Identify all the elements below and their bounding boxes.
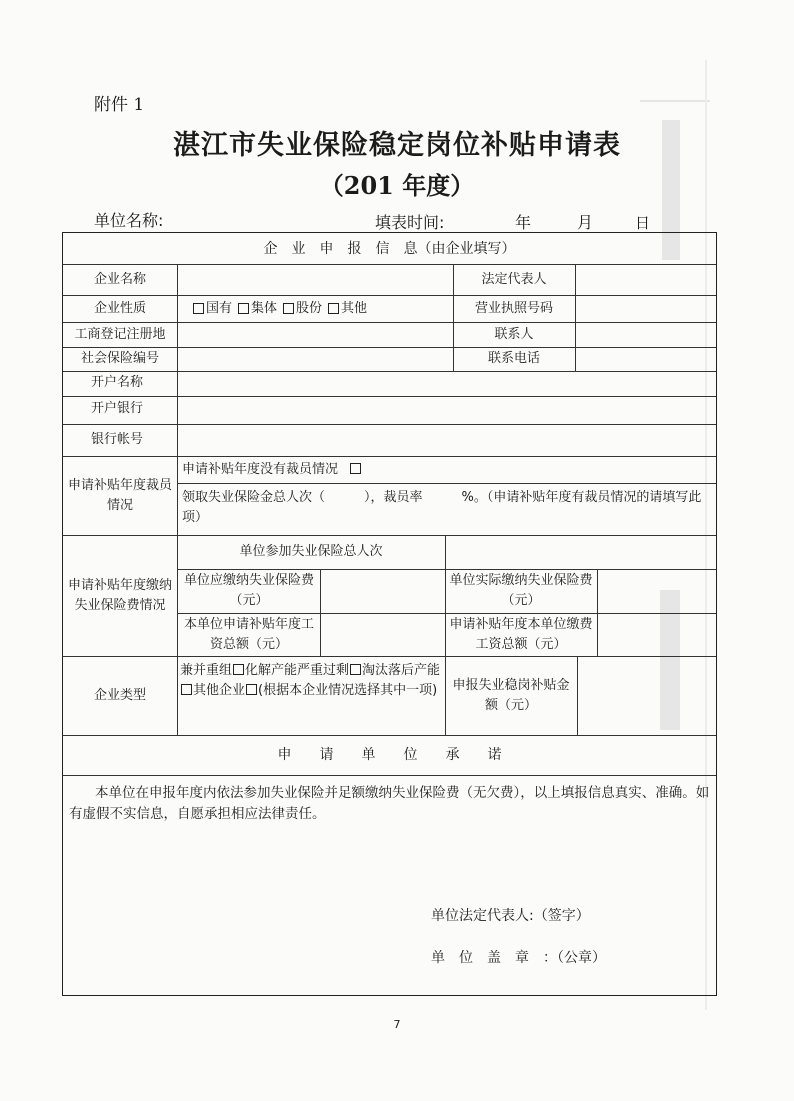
layoff-details-text: 领取失业保险金总人次（ ），裁员率 %。（申请补贴年度有裁员情况的请填写此项） [182, 490, 702, 525]
contact-field[interactable] [576, 323, 716, 347]
legal-rep-field[interactable] [576, 265, 716, 295]
type-outdated-capacity: 淘汰落后产能 [362, 663, 441, 678]
type-instruction: (根据本企业情况选择其中一项) [258, 683, 438, 698]
fill-day: 日 [635, 214, 651, 232]
company-nature-options[interactable] [177, 295, 453, 322]
nature-option-state: 国有 [206, 300, 233, 316]
checkbox-icon[interactable] [328, 303, 339, 314]
checkbox-icon[interactable] [193, 303, 204, 314]
label-base-total: 申请补贴年度本单位缴费工资总额（元） [449, 616, 593, 652]
page-subtitle: （201 年度） [319, 171, 475, 200]
annex-label: 附件 1 [94, 95, 145, 115]
promise-text: 本单位在申报年度内依法参加失业保险并足额缴纳失业保险费（无欠费），以上填报信息真实、准确。如有虚假不实信息，自愿承担相应法律责任。 [69, 785, 710, 822]
account-name-field[interactable] [178, 372, 716, 396]
label-company-name: 企业名称 [93, 271, 146, 287]
label-contact: 联系人 [494, 326, 534, 342]
nature-option-shares: 股份 [296, 300, 323, 316]
account-no-field[interactable] [178, 425, 716, 456]
checkbox-icon[interactable] [233, 664, 244, 675]
label-legal-rep: 法定代表人 [481, 271, 547, 287]
business-license-field[interactable] [576, 296, 716, 322]
company-seal-label: 单 位 盖 章 ：（公章） [431, 950, 606, 966]
type-other: 其他企业 [193, 683, 246, 698]
label-total-persons: 单位参加失业保险总人次 [239, 544, 383, 559]
fill-month: 月 [577, 213, 594, 232]
unit-name-label: 单位名称: [94, 211, 164, 230]
label-due-fee: 单位应缴纳失业保险费（元） [183, 573, 314, 608]
layoff-none-text: 申请补贴年度没有裁员情况 [182, 462, 339, 477]
label-account-no: 银行帐号 [91, 432, 144, 447]
layoff-none-option[interactable] [182, 460, 712, 482]
label-payment: 申请补贴年度缴纳失业保险费情况 [67, 577, 172, 613]
social-security-no-field[interactable] [178, 348, 452, 371]
label-wage-total: 本单位申请补贴年度工资总额（元） [183, 616, 314, 652]
checkbox-icon[interactable] [181, 684, 192, 695]
checkbox-icon[interactable] [283, 303, 294, 314]
label-enterprise-type: 企业类型 [93, 687, 146, 703]
checkbox-icon[interactable] [350, 463, 361, 474]
subsidy-amount-field[interactable] [578, 657, 716, 735]
checkbox-icon[interactable] [350, 664, 361, 675]
total-persons-field[interactable] [446, 536, 716, 569]
actual-fee-field[interactable] [598, 570, 716, 613]
reg-address-field[interactable] [178, 323, 452, 347]
legal-rep-signature-label: 单位法定代表人:（签字） [431, 908, 590, 924]
label-actual-fee: 单位实际缴纳失业保险费（元） [449, 573, 593, 608]
label-bank: 开户银行 [91, 401, 144, 416]
bleed-through-mark [640, 100, 710, 102]
label-social-security-no: 社会保险编号 [80, 351, 159, 366]
section-promise-title: 申 请 单 位 承 诺 [277, 747, 502, 763]
label-reg-address: 工商登记注册地 [74, 326, 166, 342]
type-overcapacity: 化解产能严重过剩 [245, 663, 350, 678]
fill-year: 年 [515, 213, 532, 232]
fill-time-label: 填表时间: [375, 213, 445, 232]
label-company-nature: 企业性质 [93, 300, 146, 316]
base-total-field[interactable] [598, 614, 716, 656]
label-phone: 联系电话 [487, 351, 540, 366]
nature-option-collective: 集体 [251, 300, 278, 316]
form-table [62, 232, 717, 996]
label-account-name: 开户名称 [91, 375, 144, 390]
due-fee-field[interactable] [321, 570, 445, 613]
checkbox-icon[interactable] [246, 684, 257, 695]
enterprise-type-options[interactable] [180, 661, 442, 731]
phone-field[interactable] [576, 348, 716, 371]
section-enterprise-info-title: 企 业 申 报 信 息（由企业填写） [263, 240, 516, 257]
label-layoff: 申请补贴年度裁员情况 [67, 477, 172, 513]
nature-option-other: 其他 [341, 300, 368, 316]
page-number: 7 [393, 1018, 401, 1031]
type-merger: 兼并重组 [180, 663, 233, 678]
label-subsidy-amount: 申报失业稳岗补贴金额（元） [452, 677, 570, 713]
company-name-field[interactable] [178, 265, 452, 295]
checkbox-icon[interactable] [238, 303, 249, 314]
bank-field[interactable] [178, 397, 716, 424]
page-title: 湛江市失业保险稳定岗位补贴申请表 [173, 130, 621, 161]
wage-total-field[interactable] [321, 614, 445, 656]
label-business-license: 营业执照号码 [474, 300, 553, 316]
